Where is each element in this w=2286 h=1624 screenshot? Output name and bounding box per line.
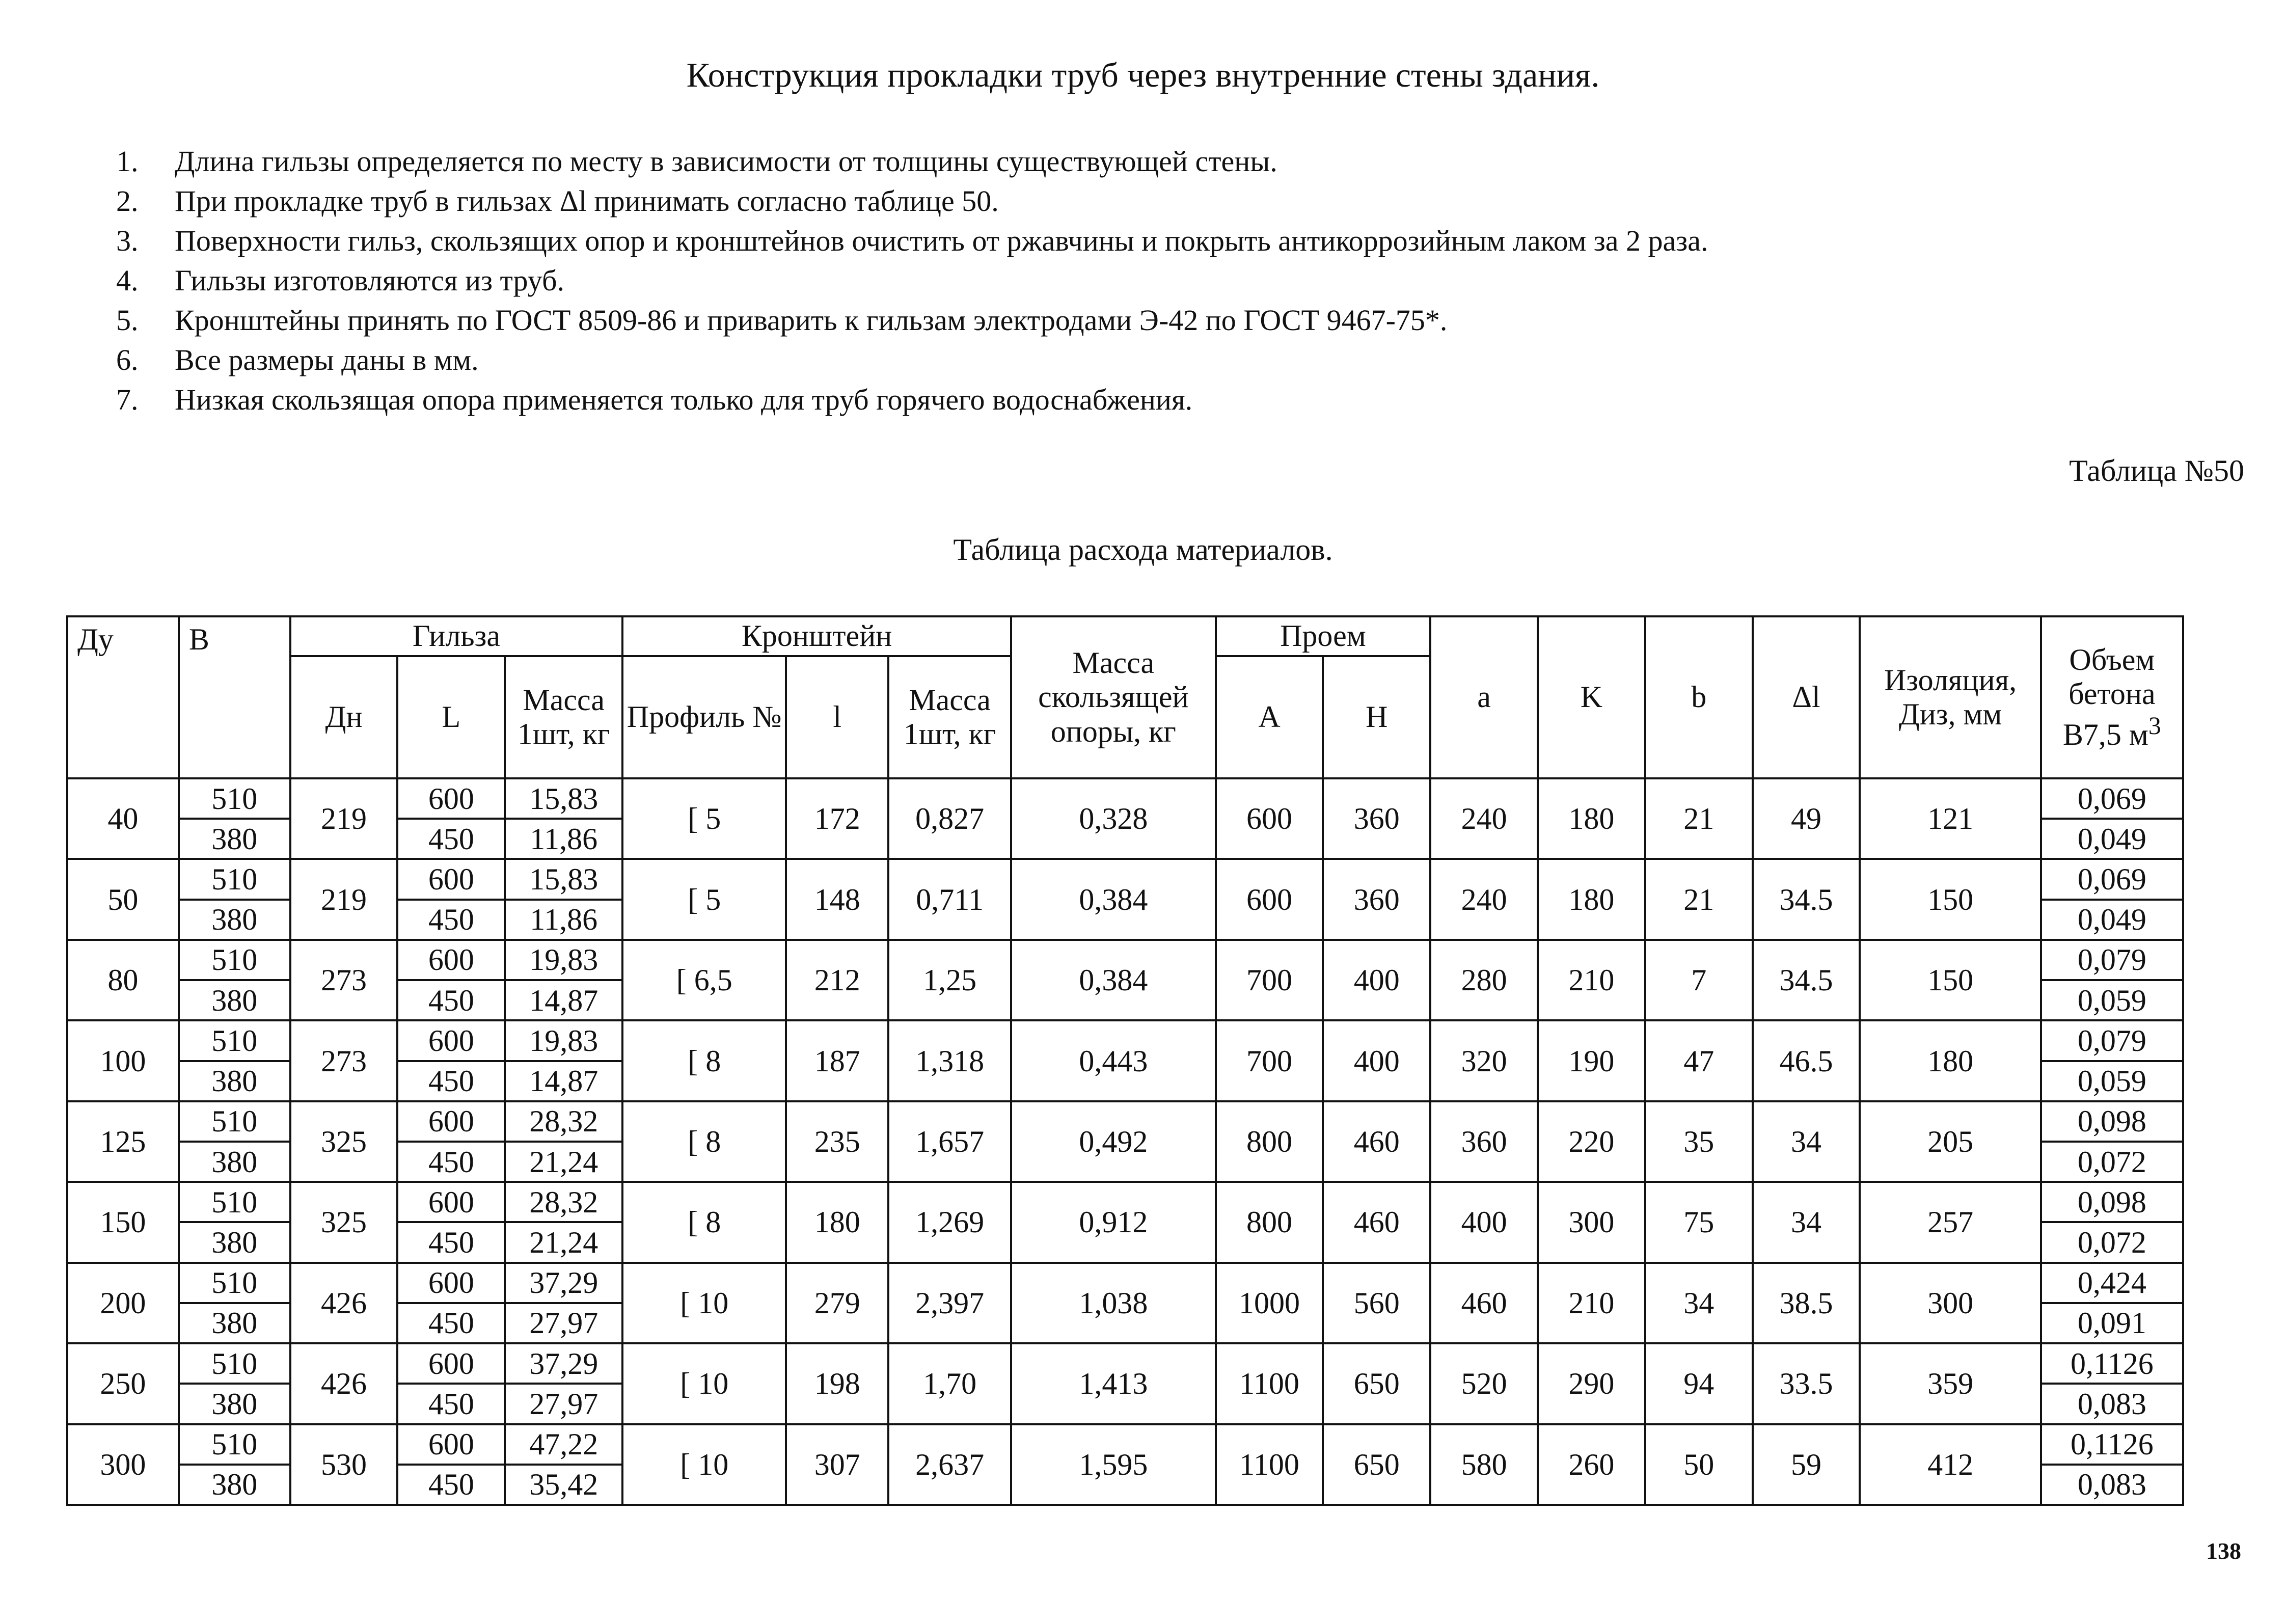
note-number: 3.: [116, 224, 139, 257]
note-number: 1.: [116, 145, 139, 178]
cell-dn: 219: [290, 859, 398, 939]
header-support-mass: Масса скользящей опоры, кг: [1011, 616, 1216, 778]
note-text: При прокладке труб в гильзах Δl принимать согласно таблице 50.: [175, 184, 999, 218]
cell-profile: [ 8: [622, 1020, 786, 1101]
page-number: 138: [2206, 1538, 2241, 1564]
cell-opening-a: 600: [1216, 859, 1323, 939]
header-concrete-text: Объем бетона В7,5 м: [2062, 642, 2156, 752]
cell-opening-h: 460: [1323, 1182, 1430, 1262]
cell-concrete-volume: 0,049: [2041, 819, 2183, 859]
cell-gilza-length: 600: [397, 778, 505, 819]
cell-dn: 426: [290, 1343, 398, 1424]
cell-gilza-mass: 19,83: [505, 940, 622, 980]
note-text: Поверхности гильз, скользящих опор и кронштейнов очистить от ржавчины и покрыть антикоррозийным лаком за 2 раза.: [175, 224, 1708, 257]
cell-gilza-length: 450: [397, 1303, 505, 1343]
cell-wall-b: 380: [179, 1061, 290, 1101]
cell-concrete-volume: 0,059: [2041, 980, 2183, 1020]
cell-concrete-volume: 0,072: [2041, 1222, 2183, 1262]
cell-wall-b: 510: [179, 1182, 290, 1222]
cell-support-mass: 0,328: [1011, 778, 1216, 859]
cell-opening-h: 560: [1323, 1263, 1430, 1343]
note-item: [116, 301, 2205, 340]
cell-gilza-length: 450: [397, 1465, 505, 1505]
cell-b: 47: [1645, 1020, 1753, 1101]
cell-bracket-length: 180: [786, 1182, 888, 1262]
table-row: [67, 1101, 2183, 1142]
note-number: 7.: [116, 383, 139, 416]
cell-insulation: 121: [1860, 778, 2040, 859]
header-profile: Профиль №: [622, 656, 786, 778]
cell-gilza-mass: 15,83: [505, 778, 622, 819]
cell-concrete-volume: 0,059: [2041, 1061, 2183, 1101]
header-dn: Дн: [290, 656, 398, 778]
cell-gilza-length: 600: [397, 1343, 505, 1384]
note-text: Гильзы изготовляются из труб.: [175, 264, 565, 297]
header-a: a: [1430, 616, 1538, 778]
header-insulation: Изоляция, Диз, мм: [1860, 616, 2040, 778]
cell-support-mass: 0,443: [1011, 1020, 1216, 1101]
cell-concrete-volume: 0,1126: [2041, 1424, 2183, 1465]
cell-bracket-mass: 1,269: [888, 1182, 1011, 1262]
cell-bracket-length: 187: [786, 1020, 888, 1101]
cell-bracket-length: 212: [786, 940, 888, 1020]
cell-delta-l: 38.5: [1753, 1263, 1860, 1343]
cell-a: 280: [1430, 940, 1538, 1020]
cell-opening-a: 800: [1216, 1182, 1323, 1262]
cell-b: 7: [1645, 940, 1753, 1020]
cell-gilza-mass: 37,29: [505, 1343, 622, 1384]
note-item: [116, 380, 2205, 420]
note-text: Кронштейны принять по ГОСТ 8509-86 и приварить к гильзам электродами Э-42 по ГОСТ 9467-75*.: [175, 304, 1448, 337]
cell-delta-l: 49: [1753, 778, 1860, 859]
cell-insulation: 150: [1860, 940, 2040, 1020]
cell-wall-b: 510: [179, 1424, 290, 1465]
cell-insulation: 150: [1860, 859, 2040, 939]
notes-list: [116, 142, 2205, 420]
cell-k: 220: [1538, 1101, 1645, 1182]
note-text: Низкая скользящая опора применяется только для труб горячего водоснабжения.: [175, 383, 1193, 416]
cell-a: 580: [1430, 1424, 1538, 1505]
cell-bracket-length: 148: [786, 859, 888, 939]
cell-concrete-volume: 0,083: [2041, 1465, 2183, 1505]
cell-gilza-length: 600: [397, 940, 505, 980]
cell-k: 180: [1538, 859, 1645, 939]
note-number: 2.: [116, 184, 139, 218]
cell-du: 80: [67, 940, 179, 1020]
cell-delta-l: 34: [1753, 1182, 1860, 1262]
cell-concrete-volume: 0,1126: [2041, 1343, 2183, 1384]
cell-gilza-mass: 19,83: [505, 1020, 622, 1061]
note-text: Все размеры даны в мм.: [175, 343, 479, 376]
cell-k: 180: [1538, 778, 1645, 859]
cell-insulation: 180: [1860, 1020, 2040, 1101]
header-wall-thickness: В: [179, 616, 290, 778]
cell-opening-a: 1000: [1216, 1263, 1323, 1343]
cell-gilza-mass: 11,86: [505, 900, 622, 940]
cell-wall-b: 380: [179, 900, 290, 940]
cell-a: 240: [1430, 859, 1538, 939]
cell-bracket-length: 235: [786, 1101, 888, 1182]
cell-dn: 426: [290, 1263, 398, 1343]
cell-opening-h: 460: [1323, 1101, 1430, 1182]
table-number: Таблица №50: [2069, 454, 2244, 488]
cell-opening-h: 650: [1323, 1343, 1430, 1424]
cell-bracket-mass: 1,70: [888, 1343, 1011, 1424]
cell-gilza-length: 450: [397, 900, 505, 940]
cell-concrete-volume: 0,098: [2041, 1182, 2183, 1222]
cell-gilza-mass: 14,87: [505, 1061, 622, 1101]
cell-support-mass: 0,492: [1011, 1101, 1216, 1182]
cell-gilza-length: 450: [397, 1142, 505, 1182]
cell-gilza-mass: 37,29: [505, 1263, 622, 1303]
note-number: 5.: [116, 304, 139, 337]
cell-wall-b: 380: [179, 1384, 290, 1424]
cell-b: 21: [1645, 859, 1753, 939]
cell-wall-b: 510: [179, 1263, 290, 1303]
cell-dn: 530: [290, 1424, 398, 1505]
cell-profile: [ 8: [622, 1182, 786, 1262]
cell-opening-a: 1100: [1216, 1343, 1323, 1424]
cell-gilza-mass: 14,87: [505, 980, 622, 1020]
header-k: K: [1538, 616, 1645, 778]
cell-wall-b: 510: [179, 1343, 290, 1384]
table-row: [67, 1263, 2183, 1303]
cell-a: 400: [1430, 1182, 1538, 1262]
cell-a: 360: [1430, 1101, 1538, 1182]
cell-du: 200: [67, 1263, 179, 1343]
cell-wall-b: 510: [179, 1101, 290, 1142]
cell-bracket-mass: 1,657: [888, 1101, 1011, 1182]
cell-du: 300: [67, 1424, 179, 1505]
cell-gilza-mass: 35,42: [505, 1465, 622, 1505]
cell-support-mass: 0,384: [1011, 940, 1216, 1020]
cell-concrete-volume: 0,424: [2041, 1263, 2183, 1303]
cell-concrete-volume: 0,079: [2041, 1020, 2183, 1061]
note-number: 6.: [116, 343, 139, 376]
cell-gilza-mass: 28,32: [505, 1182, 622, 1222]
cell-concrete-volume: 0,098: [2041, 1101, 2183, 1142]
cell-concrete-volume: 0,079: [2041, 940, 2183, 980]
cell-wall-b: 380: [179, 1222, 290, 1262]
cell-bracket-mass: 1,25: [888, 940, 1011, 1020]
cell-insulation: 300: [1860, 1263, 2040, 1343]
cell-dn: 219: [290, 778, 398, 859]
cell-gilza-mass: 27,97: [505, 1384, 622, 1424]
cell-bracket-mass: 0,827: [888, 778, 1011, 859]
header-gilza: Гильза: [290, 616, 622, 656]
cell-wall-b: 510: [179, 940, 290, 980]
header-du: Ду: [67, 616, 179, 778]
cell-k: 210: [1538, 940, 1645, 1020]
note-number: 4.: [116, 264, 139, 297]
cell-gilza-length: 450: [397, 1222, 505, 1262]
cell-b: 94: [1645, 1343, 1753, 1424]
table-row: [67, 1182, 2183, 1222]
cell-opening-h: 360: [1323, 859, 1430, 939]
cell-wall-b: 380: [179, 1465, 290, 1505]
cell-opening-a: 1100: [1216, 1424, 1323, 1505]
cell-k: 300: [1538, 1182, 1645, 1262]
cell-wall-b: 510: [179, 859, 290, 899]
cell-du: 150: [67, 1182, 179, 1262]
header-gilza-mass: Масса 1шт, кг: [505, 656, 622, 778]
cell-gilza-mass: 15,83: [505, 859, 622, 899]
cell-bracket-mass: 0,711: [888, 859, 1011, 939]
cell-delta-l: 59: [1753, 1424, 1860, 1505]
header-delta-l: Δl: [1753, 616, 1860, 778]
table-row: [67, 1020, 2183, 1061]
note-item: [116, 181, 2205, 221]
cell-concrete-volume: 0,091: [2041, 1303, 2183, 1343]
cell-k: 260: [1538, 1424, 1645, 1505]
cell-profile: [ 10: [622, 1424, 786, 1505]
cell-gilza-length: 600: [397, 1263, 505, 1303]
header-proem: Проем: [1216, 616, 1431, 656]
header-opening-h: H: [1323, 656, 1430, 778]
cell-b: 50: [1645, 1424, 1753, 1505]
header-bracket-length: l: [786, 656, 888, 778]
cell-profile: [ 10: [622, 1263, 786, 1343]
cell-gilza-mass: 21,24: [505, 1142, 622, 1182]
cell-bracket-mass: 2,397: [888, 1263, 1011, 1343]
cell-gilza-mass: 27,97: [505, 1303, 622, 1343]
cell-insulation: 257: [1860, 1182, 2040, 1262]
cell-gilza-length: 600: [397, 859, 505, 899]
cell-gilza-mass: 11,86: [505, 819, 622, 859]
header-concrete-sup: 3: [2148, 711, 2161, 740]
cell-bracket-mass: 2,637: [888, 1424, 1011, 1505]
header-b: b: [1645, 616, 1753, 778]
cell-insulation: 359: [1860, 1343, 2040, 1424]
cell-b: 75: [1645, 1182, 1753, 1262]
table-caption: Таблица расхода материалов.: [953, 533, 1333, 566]
cell-k: 190: [1538, 1020, 1645, 1101]
cell-a: 460: [1430, 1263, 1538, 1343]
cell-gilza-length: 600: [397, 1424, 505, 1465]
cell-bracket-length: 172: [786, 778, 888, 859]
header-opening-a: A: [1216, 656, 1323, 778]
page-title: Конструкция прокладки труб через внутренние стены здания.: [686, 56, 1600, 94]
cell-delta-l: 33.5: [1753, 1343, 1860, 1424]
cell-a: 520: [1430, 1343, 1538, 1424]
cell-wall-b: 510: [179, 778, 290, 819]
cell-du: 100: [67, 1020, 179, 1101]
cell-gilza-length: 600: [397, 1101, 505, 1142]
cell-opening-h: 650: [1323, 1424, 1430, 1505]
cell-gilza-length: 450: [397, 1061, 505, 1101]
cell-opening-a: 700: [1216, 1020, 1323, 1101]
cell-gilza-length: 450: [397, 980, 505, 1020]
cell-du: 40: [67, 778, 179, 859]
cell-opening-h: 400: [1323, 940, 1430, 1020]
cell-wall-b: 380: [179, 1142, 290, 1182]
cell-concrete-volume: 0,083: [2041, 1384, 2183, 1424]
cell-b: 34: [1645, 1263, 1753, 1343]
cell-a: 320: [1430, 1020, 1538, 1101]
cell-opening-h: 360: [1323, 778, 1430, 859]
cell-delta-l: 34.5: [1753, 859, 1860, 939]
cell-concrete-volume: 0,069: [2041, 778, 2183, 819]
cell-bracket-mass: 1,318: [888, 1020, 1011, 1101]
cell-support-mass: 0,384: [1011, 859, 1216, 939]
cell-delta-l: 46.5: [1753, 1020, 1860, 1101]
cell-opening-a: 700: [1216, 940, 1323, 1020]
cell-bracket-length: 198: [786, 1343, 888, 1424]
cell-delta-l: 34: [1753, 1101, 1860, 1182]
cell-profile: [ 6,5: [622, 940, 786, 1020]
cell-wall-b: 510: [179, 1020, 290, 1061]
cell-du: 250: [67, 1343, 179, 1424]
header-bracket-mass: Масса 1шт, кг: [888, 656, 1011, 778]
cell-concrete-volume: 0,072: [2041, 1142, 2183, 1182]
cell-insulation: 205: [1860, 1101, 2040, 1182]
cell-wall-b: 380: [179, 819, 290, 859]
cell-k: 290: [1538, 1343, 1645, 1424]
cell-concrete-volume: 0,069: [2041, 859, 2183, 899]
cell-profile: [ 10: [622, 1343, 786, 1424]
cell-gilza-length: 600: [397, 1020, 505, 1061]
cell-dn: 325: [290, 1101, 398, 1182]
table-row: [67, 1424, 2183, 1465]
cell-gilza-length: 600: [397, 1182, 505, 1222]
cell-gilza-length: 450: [397, 819, 505, 859]
cell-profile: [ 5: [622, 778, 786, 859]
table-row: [67, 778, 2183, 819]
cell-support-mass: 1,038: [1011, 1263, 1216, 1343]
cell-dn: 273: [290, 1020, 398, 1101]
cell-bracket-length: 307: [786, 1424, 888, 1505]
cell-support-mass: 1,413: [1011, 1343, 1216, 1424]
note-item: [116, 340, 2205, 380]
cell-k: 210: [1538, 1263, 1645, 1343]
cell-profile: [ 5: [622, 859, 786, 939]
header-kronshtein: Кронштейн: [622, 616, 1011, 656]
cell-wall-b: 380: [179, 980, 290, 1020]
cell-b: 21: [1645, 778, 1753, 859]
cell-opening-a: 800: [1216, 1101, 1323, 1182]
cell-wall-b: 380: [179, 1303, 290, 1343]
cell-dn: 273: [290, 940, 398, 1020]
cell-du: 125: [67, 1101, 179, 1182]
cell-concrete-volume: 0,049: [2041, 900, 2183, 940]
cell-gilza-length: 450: [397, 1384, 505, 1424]
note-item: [116, 261, 2205, 301]
cell-support-mass: 1,595: [1011, 1424, 1216, 1505]
cell-a: 240: [1430, 778, 1538, 859]
note-item: [116, 142, 2205, 181]
cell-gilza-mass: 28,32: [505, 1101, 622, 1142]
cell-delta-l: 34.5: [1753, 940, 1860, 1020]
header-gilza-length: L: [397, 656, 505, 778]
table-row: [67, 940, 2183, 980]
cell-opening-a: 600: [1216, 778, 1323, 859]
table-row: [67, 1343, 2183, 1384]
cell-profile: [ 8: [622, 1101, 786, 1182]
cell-support-mass: 0,912: [1011, 1182, 1216, 1262]
table-body: [67, 778, 2183, 1505]
cell-dn: 325: [290, 1182, 398, 1262]
note-text: Длина гильзы определяется по месту в зависимости от толщины существующей стены.: [175, 145, 1277, 178]
materials-table: [66, 615, 2184, 1506]
cell-gilza-mass: 21,24: [505, 1222, 622, 1262]
cell-b: 35: [1645, 1101, 1753, 1182]
cell-insulation: 412: [1860, 1424, 2040, 1505]
cell-gilza-mass: 47,22: [505, 1424, 622, 1465]
cell-bracket-length: 279: [786, 1263, 888, 1343]
cell-du: 50: [67, 859, 179, 939]
note-item: [116, 221, 2205, 261]
cell-opening-h: 400: [1323, 1020, 1430, 1101]
header-concrete-volume: [2041, 616, 2183, 778]
table-row: [67, 859, 2183, 899]
